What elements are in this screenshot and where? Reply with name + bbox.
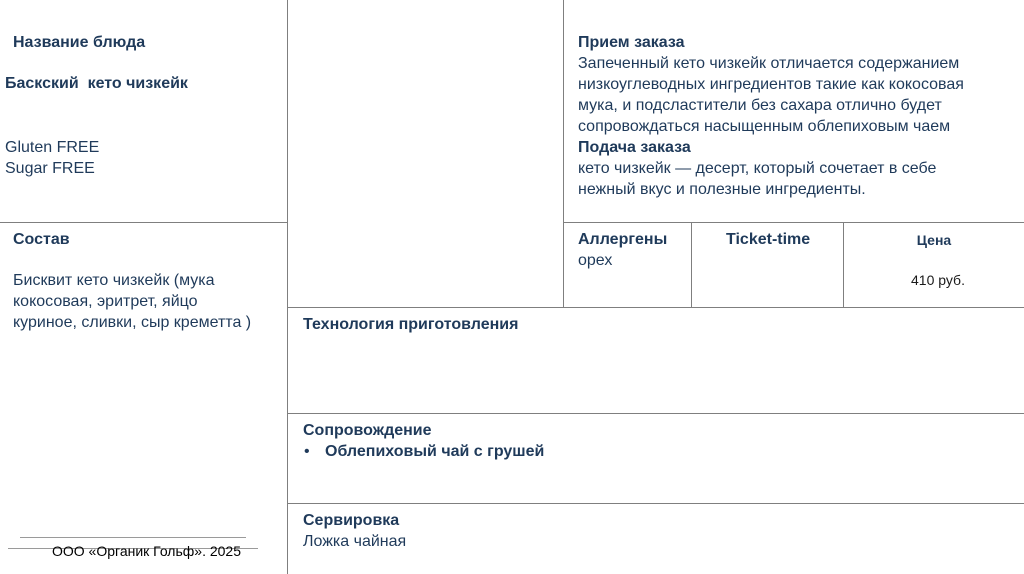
serving-order-label: Подача заказа	[578, 139, 691, 156]
order-line: мука, и подсластители без сахара отлично будет	[578, 97, 942, 114]
order-label: Прием заказа	[578, 34, 685, 51]
table-setting-value: Ложка чайная	[303, 533, 407, 550]
grid-line-h-tech	[287, 307, 1024, 308]
composition-line: кокосовая, эритрет, яйцо	[13, 293, 198, 310]
price-value: 410 руб.	[911, 272, 965, 288]
tag-gluten-free: Gluten FREE	[5, 139, 100, 156]
grid-line-h-serving	[287, 503, 1024, 504]
order-line: низкоуглеводных ингредиентов такие как кокосовая	[578, 76, 964, 93]
grid-line-v-allergens	[691, 222, 692, 308]
grid-line-h-accomp	[287, 413, 1024, 414]
accompaniment-label: Сопровождение	[303, 422, 432, 439]
grid-line-v-mid	[563, 0, 564, 308]
footer-separator	[20, 537, 246, 538]
allergens-label: Аллергены	[578, 231, 668, 248]
order-line: Запеченный кето чизкейк отличается содержанием	[578, 55, 960, 72]
serving-order-line: нежный вкус и полезные ингредиенты.	[578, 181, 866, 198]
composition-line: куриное, сливки, сыр креметта )	[13, 314, 252, 331]
price-label: Цена	[916, 232, 952, 248]
grid-line-h-right	[563, 222, 1024, 223]
serving-order-line: кето чизкейк — десерт, который сочетает в себе	[578, 160, 937, 177]
dish-name-value: Баскский кето чизкейк	[5, 75, 188, 92]
ticket-time-label: Ticket-time	[726, 231, 811, 248]
composition-line: Бисквит кето чизкейк (мука	[13, 272, 215, 289]
order-line: сопровождаться насыщенным облепиховым чаем	[578, 118, 951, 135]
composition-label: Состав	[13, 231, 70, 248]
accompaniment-item: Облепиховый чай с грушей	[325, 443, 545, 460]
technology-label: Технология приготовления	[303, 316, 519, 333]
allergens-value: орех	[578, 252, 613, 269]
dish-name-label: Название блюда	[13, 34, 146, 51]
grid-line-h-left	[0, 222, 288, 223]
grid-line-v-left	[287, 0, 288, 574]
accompaniment-bullet: •	[304, 443, 310, 460]
tag-sugar-free: Sugar FREE	[5, 160, 95, 177]
footer-text: ООО «Органик Гольф». 2025	[52, 543, 241, 559]
table-setting-label: Сервировка	[303, 512, 400, 529]
